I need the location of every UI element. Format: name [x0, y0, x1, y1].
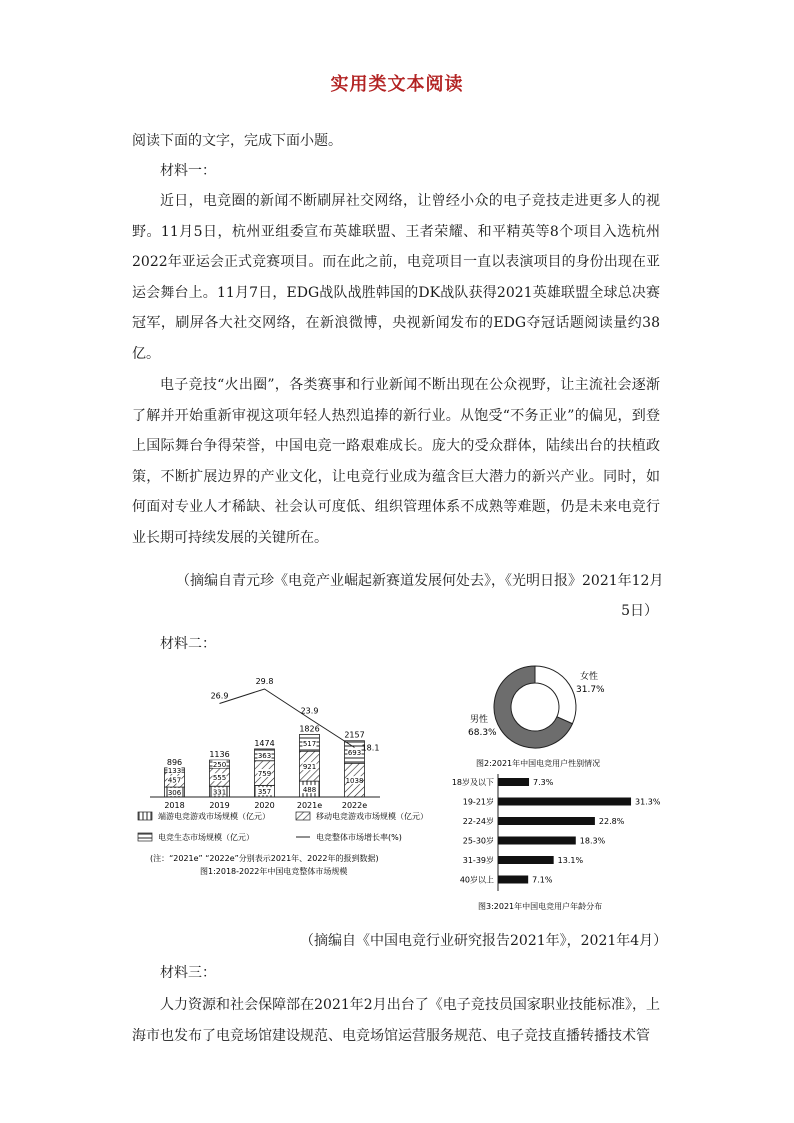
chart1-value-label: 488	[302, 786, 317, 795]
chart3-category-label: 31-39岁	[462, 856, 494, 865]
chart3-title: 图3:2021年中国电竞用户年龄分布	[478, 902, 603, 911]
chart3-category-label: 25-30岁	[462, 836, 494, 846]
chart3-value-label: 7.1%	[532, 875, 553, 885]
chart3-bar	[498, 798, 631, 806]
chart1-value-label: 363	[257, 751, 272, 760]
chart2-value-female: 31.7%	[576, 685, 605, 695]
material3-label: 材料三：	[160, 965, 216, 981]
page-title: 实用类文本阅读	[330, 74, 464, 95]
chart3-bar	[498, 778, 529, 786]
chart3-category-label: 22-24岁	[462, 817, 494, 826]
instruction: 阅读下面的文字，完成下面小题。	[132, 133, 342, 149]
chart3-category-label: 40岁以上	[459, 875, 494, 885]
material1-para2: 电子竞技“火出圈”，各类赛事和行业新闻不断出现在公众视野，让主流社会逐渐了解并开始重新审视这项年轻人热烈追捧的新行业。从饱受“不务正业”的偏见，到登上国际舞台争得荣誉，中国电竞一路艰难成长。庞大的受众群体，陆续出台的扶植政策，不断扩展边界的产业文化，让电竞行业成为蕴含巨大潜力的新兴产业。同时，如何面对专业人才稀缺、社会认可度低、组织管理体系不成熟等难题，仍是未来电竞行业长期可持续发展的关键所在。	[132, 377, 660, 546]
chart2-value-male: 68.3%	[468, 728, 497, 738]
chart1-value-label: 555	[212, 774, 227, 783]
chart1-value-label: 133	[167, 767, 182, 776]
chart1-x-tick: 2019	[209, 801, 230, 810]
material3-para1: 人力资源和社会保障部在2021年2月出台了《电子竞技员国家职业技能标准》，上海市也发布了电竞场馆建设规范、电竞场馆运营服务规范、电子竞技直播转播技术管	[132, 997, 660, 1044]
market-scale-chart	[130, 660, 460, 882]
chart1-legend-label: 电竞生态市场规模（亿元）	[158, 833, 254, 842]
chart3-value-label: 13.1%	[557, 856, 584, 865]
chart3-value-label: 31.3%	[635, 797, 661, 807]
material1-label: 材料一：	[160, 163, 216, 179]
chart3-value-label: 7.3%	[533, 778, 554, 787]
chart3-value-label: 22.8%	[598, 817, 625, 826]
chart1-value-label: 331	[212, 788, 227, 797]
material1-source-date: 5日）	[621, 603, 658, 619]
chart3-category-label: 18岁及以下	[451, 778, 494, 787]
chart1-growth-label: 29.8	[255, 677, 274, 686]
chart1-title: 图1:2018-2022年中国电竞整体市场规模	[200, 867, 348, 876]
chart1-legend-swatch	[296, 812, 310, 820]
chart1-total-label: 1136	[209, 750, 230, 760]
age-distribution-chart	[440, 772, 665, 914]
chart1-legend-swatch	[138, 833, 152, 841]
chart1-growth-line	[220, 689, 355, 748]
chart2-label-male: 男性	[470, 715, 489, 725]
chart1-legend-swatch	[138, 812, 152, 820]
chart2-slice	[535, 666, 576, 724]
chart3-bar	[498, 817, 595, 825]
chart1-total-label: 1474	[254, 738, 275, 748]
chart1-x-tick: 2018	[164, 801, 185, 810]
material1-source: （摘编自青元珍《电竞产业崛起新赛道发展何处去》，《光明日报》2021年12月	[176, 573, 664, 589]
chart1-value-label: 457	[167, 776, 182, 785]
chart1-total-label: 2157	[344, 730, 365, 740]
chart1-legend-label: 电竞整体市场增长率(%)	[316, 833, 402, 842]
chart1-growth-label: 26.9	[210, 691, 229, 701]
chart1-value-label: 517	[302, 739, 317, 748]
chart1-value-label: 1038	[345, 777, 364, 786]
material2-source: （摘编自《中国电竞行业研究报告2021年》，2021年4月）	[300, 933, 668, 949]
chart1-note: (注：“2021e” “2022e”分别表示2021年、2022年的报到数据)	[150, 854, 379, 863]
chart1-value-label: 250	[212, 761, 227, 770]
chart3-bar	[498, 876, 528, 884]
chart1-value-label: 921	[302, 763, 317, 772]
chart2-title: 图2:2021年中国电竞用户性别情况	[476, 759, 601, 768]
chart1-total-label: 1826	[299, 724, 320, 734]
chart1-legend-label: 端游电竞游戏市场规模（亿元）	[158, 812, 270, 821]
chart1-value-label: 759	[257, 770, 272, 779]
gender-donut-chart	[460, 662, 635, 772]
chart1-legend-label: 移动电竞游戏市场规模（亿元）	[316, 812, 428, 821]
chart1-x-tick: 2022e	[341, 801, 368, 810]
chart3-category-label: 19-21岁	[462, 797, 494, 807]
chart1-x-tick: 2020	[254, 801, 275, 810]
chart1-growth-label: 23.9	[300, 706, 319, 716]
chart1-value-label: 306	[167, 789, 182, 798]
chart1-value-label: 357	[257, 788, 272, 797]
chart3-bar	[498, 837, 576, 845]
chart1-value-label: 693	[347, 749, 362, 758]
material1-para1: 近日，电竞圈的新闻不断刷屏社交网络，让曾经小众的电子竞技走进更多人的视野。11月5日，杭州亚组委宣布英雄联盟、王者荣耀、和平精英等8个项目入选杭州2022年亚运会正式竞赛项目。而在此之前，电竞项目一直以表演项目的身份出现在亚运会舞台上。11月7日，EDG战队战胜韩国的DK战队获得2021英雄联盟全球总决赛冠军，刷屏各大社交网络，在新浪微博，央视新闻发布的EDG夺冠话题阅读量约38亿。	[132, 193, 660, 362]
chart3-bar	[498, 856, 554, 864]
chart1-x-tick: 2021e	[296, 801, 323, 810]
chart2-label-female: 女性	[580, 672, 599, 682]
chart1-growth-label: 18.1	[361, 743, 380, 753]
chart3-value-label: 18.3%	[579, 836, 606, 846]
chart1-total-label: 896	[166, 757, 183, 767]
material2-label: 材料二：	[160, 636, 216, 652]
